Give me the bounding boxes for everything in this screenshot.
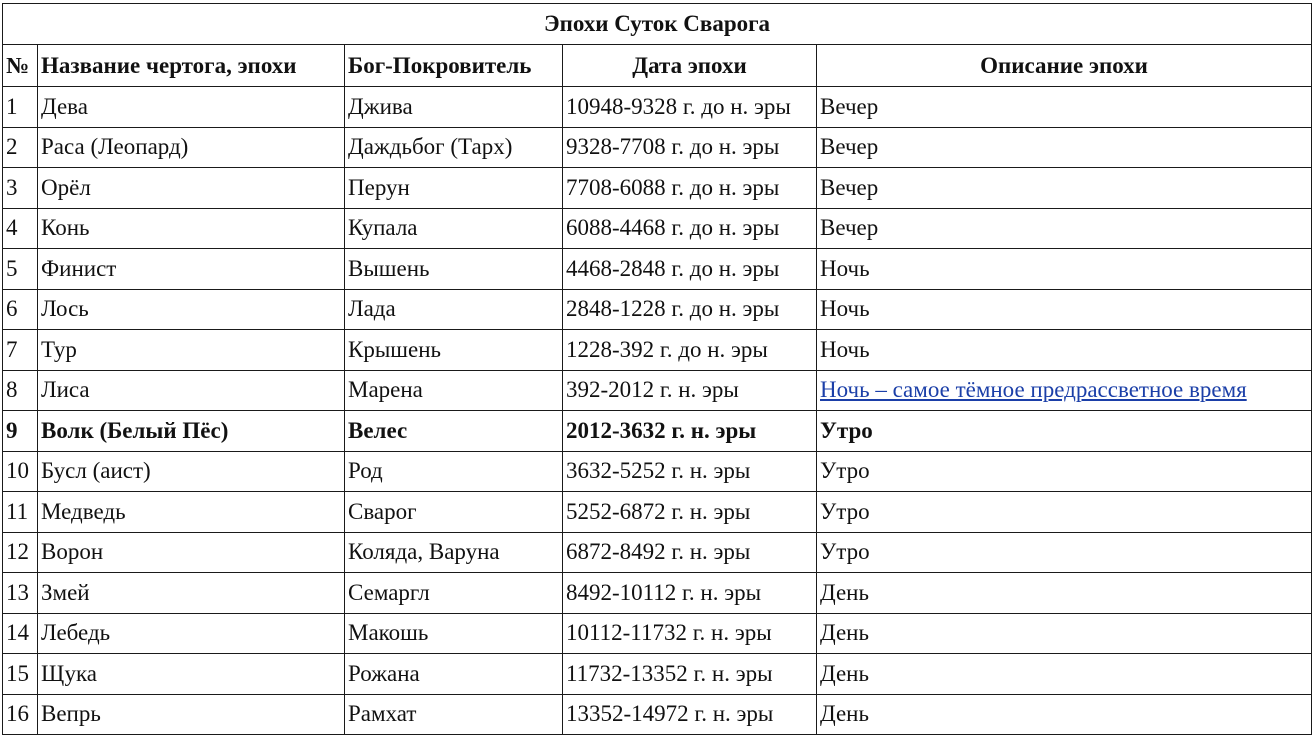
cell-num: 16 <box>3 694 38 735</box>
cell-god: Коляда, Варуна <box>345 532 563 573</box>
cell-name: Лось <box>38 289 345 330</box>
cell-num: 2 <box>3 127 38 168</box>
cell-num: 7 <box>3 330 38 371</box>
column-header-god: Бог-Покровитель <box>345 45 563 87</box>
cell-god: Рожана <box>345 654 563 695</box>
table-row <box>3 411 1312 452</box>
cell-name: Лиса <box>38 370 345 411</box>
cell-date: 3632-5252 г. н. эры <box>563 451 817 492</box>
cell-name: Лебедь <box>38 613 345 654</box>
cell-date: 10948-9328 г. до н. эры <box>563 87 817 128</box>
cell-name: Ворон <box>38 532 345 573</box>
column-header-num: № <box>3 45 38 87</box>
cell-name: Волк (Белый Пёс) <box>38 411 345 452</box>
cell-num: 11 <box>3 492 38 533</box>
description-link[interactable]: Ночь – самое тёмное предрассветное время <box>820 377 1247 403</box>
cell-date: 9328-7708 г. до н. эры <box>563 127 817 168</box>
cell-date: 6088-4468 г. до н. эры <box>563 208 817 249</box>
title-row <box>3 4 1312 45</box>
cell-desc: День <box>817 613 1312 654</box>
cell-name: Раса (Леопард) <box>38 127 345 168</box>
cell-god: Семаргл <box>345 573 563 614</box>
cell-desc: Вечер <box>817 87 1312 128</box>
cell-god: Вышень <box>345 249 563 290</box>
cell-date: 10112-11732 г. н. эры <box>563 613 817 654</box>
cell-name: Конь <box>38 208 345 249</box>
cell-num: 1 <box>3 87 38 128</box>
cell-god: Велес <box>345 411 563 452</box>
cell-desc: Вечер <box>817 208 1312 249</box>
cell-num: 13 <box>3 573 38 614</box>
table-row <box>3 168 1312 209</box>
table-row <box>3 208 1312 249</box>
cell-desc: Утро <box>817 411 1312 452</box>
cell-num: 15 <box>3 654 38 695</box>
cell-god: Макошь <box>345 613 563 654</box>
cell-num: 6 <box>3 289 38 330</box>
cell-desc: День <box>817 654 1312 695</box>
cell-num: 8 <box>3 370 38 411</box>
column-header-desc: Описание эпохи <box>817 45 1312 87</box>
cell-date: 5252-6872 г. н. эры <box>563 492 817 533</box>
cell-desc: Вечер <box>817 168 1312 209</box>
cell-god: Даждьбог (Тарх) <box>345 127 563 168</box>
table-row <box>3 87 1312 128</box>
table-title: Эпохи Суток Сварога <box>3 4 1312 45</box>
cell-god: Рамхат <box>345 694 563 735</box>
cell-desc <box>817 370 1312 411</box>
cell-num: 10 <box>3 451 38 492</box>
cell-name: Медведь <box>38 492 345 533</box>
cell-desc: Ночь <box>817 330 1312 371</box>
column-header-name: Название чертога, эпохи <box>38 45 345 87</box>
header-row <box>3 45 1312 87</box>
cell-num: 5 <box>3 249 38 290</box>
cell-date: 2848-1228 г. до н. эры <box>563 289 817 330</box>
cell-date: 1228-392 г. до н. эры <box>563 330 817 371</box>
column-header-date: Дата эпохи <box>563 45 817 87</box>
table-row <box>3 613 1312 654</box>
cell-date: 11732-13352 г. н. эры <box>563 654 817 695</box>
cell-god: Лада <box>345 289 563 330</box>
cell-num: 12 <box>3 532 38 573</box>
table-row <box>3 330 1312 371</box>
cell-name: Вепрь <box>38 694 345 735</box>
epochs-table <box>2 3 1312 735</box>
cell-num: 4 <box>3 208 38 249</box>
table-row <box>3 249 1312 290</box>
cell-num: 9 <box>3 411 38 452</box>
cell-name: Орёл <box>38 168 345 209</box>
table-row <box>3 451 1312 492</box>
cell-god: Крышень <box>345 330 563 371</box>
cell-name: Финист <box>38 249 345 290</box>
cell-num: 3 <box>3 168 38 209</box>
cell-date: 392-2012 г. н. эры <box>563 370 817 411</box>
table-row <box>3 654 1312 695</box>
cell-date: 8492-10112 г. н. эры <box>563 573 817 614</box>
cell-desc: Вечер <box>817 127 1312 168</box>
cell-date: 2012-3632 г. н. эры <box>563 411 817 452</box>
cell-num: 14 <box>3 613 38 654</box>
cell-god: Сварог <box>345 492 563 533</box>
cell-desc: День <box>817 573 1312 614</box>
table-body <box>3 4 1312 735</box>
cell-name: Дева <box>38 87 345 128</box>
cell-name: Бусл (аист) <box>38 451 345 492</box>
cell-desc: Ночь <box>817 289 1312 330</box>
table-row <box>3 573 1312 614</box>
cell-god: Перун <box>345 168 563 209</box>
cell-god: Марена <box>345 370 563 411</box>
table-row <box>3 694 1312 735</box>
table-row <box>3 127 1312 168</box>
cell-desc: Ночь <box>817 249 1312 290</box>
cell-date: 13352-14972 г. н. эры <box>563 694 817 735</box>
cell-desc: День <box>817 694 1312 735</box>
table-row <box>3 289 1312 330</box>
table-row <box>3 370 1312 411</box>
table-row <box>3 532 1312 573</box>
cell-desc: Утро <box>817 451 1312 492</box>
cell-date: 4468-2848 г. до н. эры <box>563 249 817 290</box>
cell-god: Купала <box>345 208 563 249</box>
cell-god: Род <box>345 451 563 492</box>
cell-desc: Утро <box>817 532 1312 573</box>
cell-name: Щука <box>38 654 345 695</box>
cell-name: Змей <box>38 573 345 614</box>
table-row <box>3 492 1312 533</box>
cell-date: 6872-8492 г. н. эры <box>563 532 817 573</box>
cell-name: Тур <box>38 330 345 371</box>
cell-god: Джива <box>345 87 563 128</box>
cell-date: 7708-6088 г. до н. эры <box>563 168 817 209</box>
cell-desc: Утро <box>817 492 1312 533</box>
